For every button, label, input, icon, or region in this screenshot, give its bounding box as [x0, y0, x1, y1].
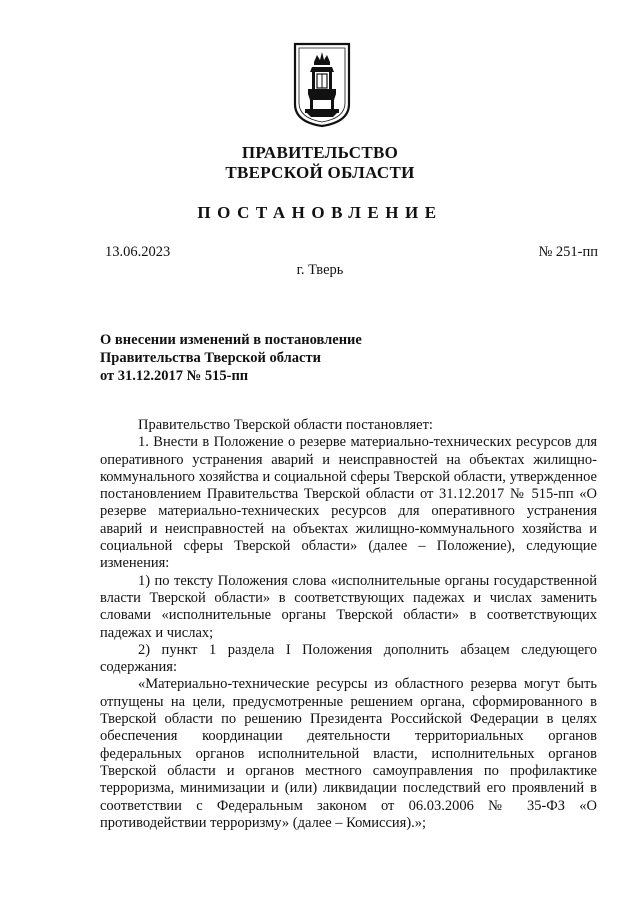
subject-line: Правительства Тверской области	[100, 350, 321, 366]
tver-coat-of-arms-icon	[293, 42, 351, 128]
organization-region: ТВЕРСКОЙ ОБЛАСТИ	[225, 163, 415, 182]
body-paragraph: 1) по тексту Положения слова «исполнительные органы государственной власти Тверской области» в соответствующих падежах и числах заменить словами «исполнительные органы Тверской области» в соответствующих падежах и числах;	[100, 572, 597, 641]
body-paragraph: Правительство Тверской области постановляет:	[138, 417, 433, 433]
body-paragraph: 1. Внести в Положение о резерве материально-технических ресурсов для оперативного устранения аварий и неисправностей на объектах жилищно-коммунального хозяйства и социальной сферы Тверской области, утвержденное постановлением Правительства Тверской области от 31.12.2017 № 515-пп «О резерве материально-технических ресурсов для оперативного устранения аварий и неисправностей на объектах жилищно-коммунального хозяйства и социальной сферы Тверской области» (далее – Положение), следующие изменения:	[100, 434, 597, 572]
subject-line: от 31.12.2017 № 515-пп	[100, 368, 249, 384]
organization-name: ПРАВИТЕЛЬСТВО	[241, 143, 399, 162]
document-city: г. Тверь	[296, 262, 344, 278]
document-type: ПОСТАНОВЛЕНИЕ	[197, 203, 443, 222]
subject-line: О внесении изменений в постановление	[100, 332, 362, 348]
document-subject	[100, 331, 362, 385]
body-paragraph: «Материально-технические ресурсы из областного резерва могут быть отпущены на цели, предусмотренные решением органа, сформированного в Тверской области по решению Президента Российской Федерации в целях обеспечения координации деятельности территориальных органов федеральных органов исполнительной власти, исполнительных органов Тверской области и органов местного самоуправления по профилактике терроризма, минимизации и (или) ликвидации последствий его проявлений в соответствии с Федеральным законом от 06.03.2006 № 35-ФЗ «О противодействии терроризму» (далее – Комиссия).»;	[100, 676, 597, 831]
document-number: № 251-пп	[538, 244, 598, 260]
body-paragraph: 2) пункт 1 раздела I Положения дополнить абзацем следующего содержания:	[100, 641, 597, 676]
document-body	[100, 417, 597, 832]
document-date: 13.06.2023	[105, 244, 171, 260]
